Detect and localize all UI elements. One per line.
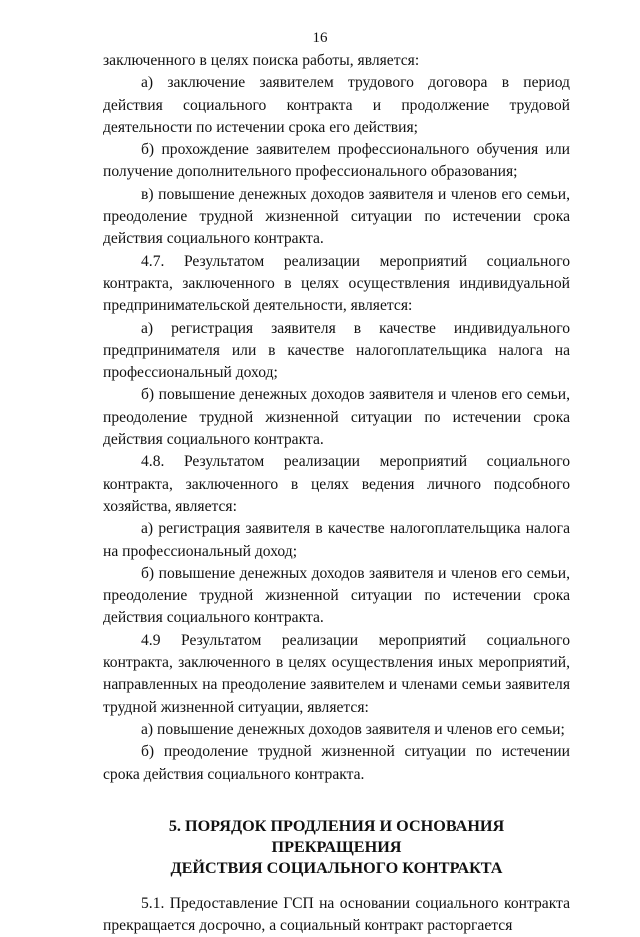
paragraph-4-9-b: б) преодоление трудной жизненной ситуации по истечении срока действия социального контракта. bbox=[103, 743, 570, 783]
section-heading-line-1: 5. ПОРЯДОК ПРОДЛЕНИЯ И ОСНОВАНИЯ ПРЕКРАЩЕНИЯ bbox=[168, 816, 505, 856]
paragraph-4-8-a: а) регистрация заявителя в качестве налогоплательщика налога на профессиональный доход; bbox=[103, 520, 570, 560]
paragraph-4-9-a: а) повышение денежных доходов заявителя и членов его семьи; bbox=[141, 720, 565, 738]
paragraph-4-6-a: а) заключение заявителем трудового договора в период действия социального контракта и продолжение трудовой деятельности по истечении срока его действия; bbox=[103, 74, 570, 136]
paragraph-4-7-a: а) регистрация заявителя в качестве индивидуального предпринимателя или в качестве налогоплательщика налога на профессиональный доход; bbox=[103, 319, 570, 382]
paragraph-4-8-b: б) повышение денежных доходов заявителя и членов его семьи, преодоление трудной жизненной ситуации по истечении срока действия социального контракта. bbox=[103, 564, 570, 627]
paragraph-5-1: 5.1. Предоставление ГСП на основании социального контракта прекращается досрочно, а социальный контракт расторгается bbox=[103, 894, 570, 935]
paragraph-4-6-c: в) повышение денежных доходов заявителя и членов его семьи, преодоление трудной жизненной ситуации по истечении срока действия социального контракта. bbox=[103, 185, 570, 248]
section-heading bbox=[103, 816, 570, 879]
section-heading-line-2: ДЕЙСТВИЯ СОЦИАЛЬНОГО КОНТРАКТА bbox=[170, 858, 503, 877]
paragraph-4-9: 4.9 Результатом реализации мероприятий социального контракта, заключенного в целях осуществления иных мероприятий, направленных на преодоление заявителем и членами семьи заявителя трудной жизненной ситуации, является: bbox=[103, 631, 570, 716]
page-body bbox=[103, 50, 570, 937]
page-number: 16 bbox=[312, 30, 328, 46]
paragraph-4-6-b: б) прохождение заявителем профессионального обучения или получение дополнительного профессионального образования; bbox=[103, 141, 570, 181]
paragraph-4-7: 4.7. Результатом реализации мероприятий социального контракта, заключенного в целях осуществления индивидуальной предпринимательской деятельности, является: bbox=[103, 252, 570, 315]
paragraph-intro: заключенного в целях поиска работы, является: bbox=[103, 52, 420, 69]
paragraph-4-7-b: б) повышение денежных доходов заявителя и членов его семьи, преодоление трудной жизненной ситуации по истечении срока действия социального контракта. bbox=[103, 386, 570, 449]
paragraph-4-8: 4.8. Результатом реализации мероприятий социального контракта, заключенного в целях ведения личного подсобного хозяйства, является: bbox=[103, 453, 570, 515]
